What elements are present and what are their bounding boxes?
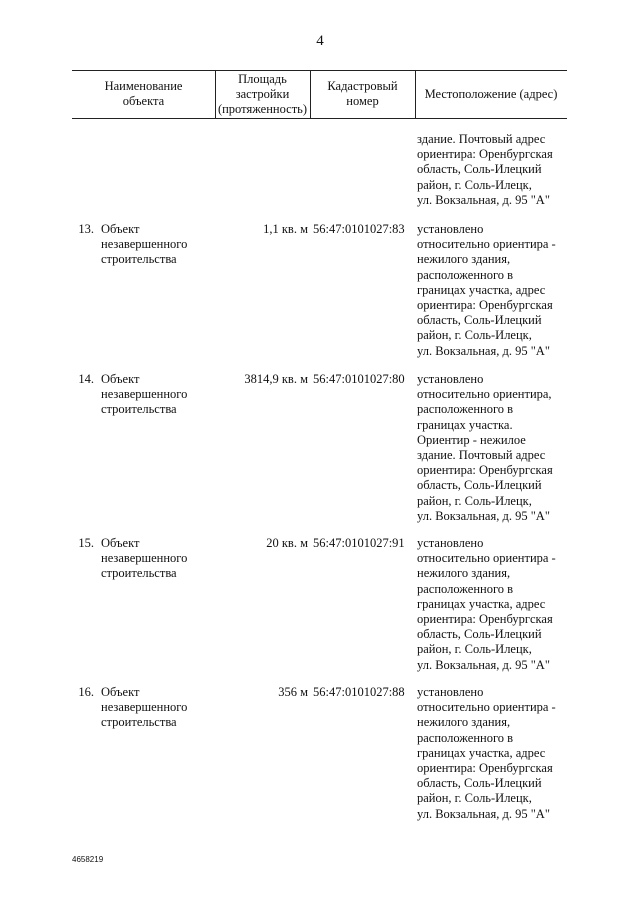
header-bottom-rule xyxy=(72,118,567,119)
object-area: 3814,9 кв. м xyxy=(244,372,308,386)
object-location: установлено относительно ориентира - нежилого здания, расположенного в границах участка, адрес ориентира: Оренбургская область, Соль-Илецкий район, г. Соль-Илецк, ул. Вокзальная, д. 95 "А" xyxy=(417,685,556,821)
object-area: 1,1 кв. м xyxy=(263,222,308,236)
header-location: Местоположение (адрес) xyxy=(424,86,558,101)
object-location: установлено относительно ориентира - нежилого здания, расположенного в границах участка, адрес ориентира: Оренбургская область, Соль-Илецкий район, г. Соль-Илецк, ул. Вокзальная, д. 95 "А" xyxy=(417,222,556,358)
cadastral-number: 56:47:0101027:80 xyxy=(313,372,405,386)
row-number: 15. xyxy=(78,536,94,550)
header-cadastral-cell xyxy=(310,70,415,118)
document-code: 4658219 xyxy=(72,855,104,864)
page-number: 4 xyxy=(316,33,324,49)
header-location-cell xyxy=(415,70,567,118)
header-area: Площадь застройки (протяженность) xyxy=(217,71,308,116)
object-location: установлено относительно ориентира, расположенного в границах участка. Ориентир - нежилое здание. Почтовый адрес ориентира: Оренбургская область, Соль-Илецкий район, г. Соль-Илецк, ул. Вокзальная, д. 95 "А" xyxy=(417,372,553,523)
cadastral-number: 56:47:0101027:91 xyxy=(313,536,405,550)
object-location: установлено относительно ориентира - нежилого здания, расположенного в границах участка, адрес ориентира: Оренбургская область, Соль-Илецкий район, г. Соль-Илецк, ул. Вокзальная, д. 95 "А" xyxy=(417,536,556,672)
header-name: Наименование объекта xyxy=(104,79,183,108)
object-name: Объект незавершенного строительства xyxy=(101,536,188,581)
object-name: Объект незавершенного строительства xyxy=(101,372,188,417)
continuation-location: здание. Почтовый адрес ориентира: Оренбургская область, Соль-Илецкий район, г. Соль-Илецк, ул. Вокзальная, д. 95 "А" xyxy=(417,132,553,207)
object-name: Объект незавершенного строительства xyxy=(101,685,188,730)
cadastral-number: 56:47:0101027:83 xyxy=(313,222,405,236)
row-number: 14. xyxy=(78,372,94,386)
object-name: Объект незавершенного строительства xyxy=(101,222,188,267)
header-name-cell xyxy=(72,70,215,118)
object-area: 356 м xyxy=(278,685,308,699)
row-number: 16. xyxy=(78,685,94,699)
object-area: 20 кв. м xyxy=(266,536,308,550)
row-number: 13. xyxy=(78,222,94,236)
header-cadastral: Кадастровый номер xyxy=(327,79,398,108)
cadastral-number: 56:47:0101027:88 xyxy=(313,685,405,699)
header-area-cell xyxy=(215,70,310,118)
